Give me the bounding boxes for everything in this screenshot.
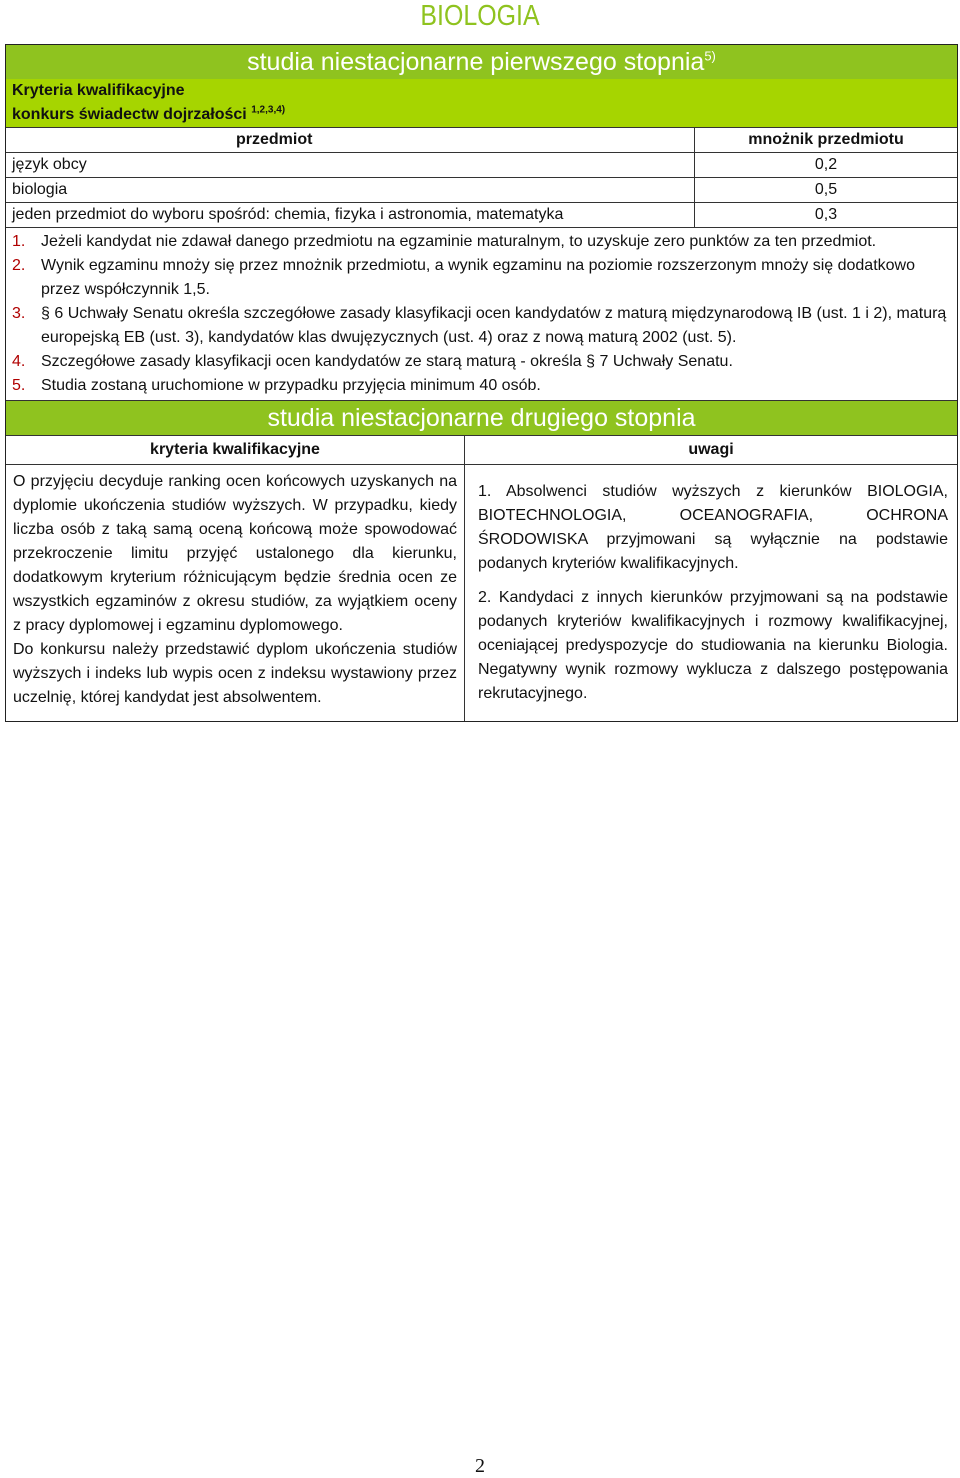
criteria-cell — [6, 465, 465, 722]
page-number: 2 — [475, 1455, 485, 1477]
contest-label — [6, 103, 957, 127]
note-number: 2. — [12, 257, 26, 274]
subject-factor: 0,2 — [695, 153, 958, 178]
remarks-cell — [465, 465, 958, 722]
criteria-column-header: kryteria kwalifikacyjne — [6, 436, 465, 465]
subject-name: jeden przedmiot do wyboru spośród: chemia, fizyka i astronomia, matematyka — [6, 203, 695, 228]
subject-table-header — [6, 128, 957, 153]
note-text: Szczegółowe zasady klasyfikacji ocen kandydatów ze starą maturą - określa § 7 Uchwały Senatu. — [41, 353, 733, 370]
admission-frame — [5, 44, 958, 722]
second-cycle-table — [6, 435, 957, 721]
table-row — [6, 153, 957, 178]
note-number: 3. — [12, 305, 26, 322]
note-text: Studia zostaną uruchomione w przypadku przyjęcia minimum 40 osób. — [41, 377, 541, 394]
remarks-column-header: uwagi — [465, 436, 958, 465]
contest-label-text: konkurs świadectw dojrzałości — [12, 106, 247, 123]
criteria-label: Kryteria kwalifikacyjne — [6, 79, 957, 103]
list-item — [12, 302, 951, 350]
notes-list — [6, 227, 957, 400]
subject-name: biologia — [6, 178, 695, 203]
criteria-paragraph: O przyjęciu decyduje ranking ocen końcowych uzyskanych na dyplomie ukończenia studiów wyższych. W przypadku, kiedy liczba osób z taką samą oceną końcową może spowodować przekroczenie limitu przyjęć ustalonego dla kierunku, dodatkowym kryterium różnicującym będzie średnia ocen ze wszystkich egzaminów z okresu studiów, za wyjątkiem oceny z pracy dyplomowej i egzaminu dyplomowego. — [13, 473, 457, 634]
second-cycle-row — [6, 465, 957, 722]
note-number: 4. — [12, 353, 26, 370]
first-cycle-heading — [6, 45, 957, 79]
contest-footnote: 1,2,3,4) — [251, 104, 286, 116]
subject-factor: 0,3 — [695, 203, 958, 228]
note-text: Wynik egzaminu mnoży się przez mnożnik przedmiotu, a wynik egzaminu na poziomie rozszerzonym mnoży się dodatkowo przez współczynnik 1,5. — [41, 257, 915, 298]
second-cycle-heading: studia niestacjonarne drugiego stopnia — [6, 400, 957, 435]
table-row — [6, 178, 957, 203]
subject-column-header: przedmiot — [6, 128, 695, 153]
note-number: 1. — [12, 233, 26, 250]
criteria-text — [7, 466, 463, 714]
list-item — [12, 254, 951, 302]
subject-table — [6, 127, 957, 227]
second-cycle-header — [6, 436, 957, 465]
note-text: § 6 Uchwały Senatu określa szczegółowe zasady klasyfikacji ocen kandydatów z maturą międzynarodową IB (ust. 1 i 2), maturą europejską EB (ust. 3), kandydatów klas dwujęzycznych (ust. 4) oraz z nową maturą 2002 (ust. 5). — [41, 305, 947, 346]
note-number: 5. — [12, 377, 26, 394]
factor-column-header: mnożnik przedmiotu — [695, 128, 958, 153]
first-cycle-heading-text: studia niestacjonarne pierwszego stopnia — [247, 48, 705, 76]
remark-paragraph: 1. Absolwenci studiów wyższych z kierunków BIOLOGIA, BIOTECHNOLOGIA, OCEANOGRAFIA, OCHRONA ŚRODOWISKA przyjmowani są wyłącznie na podstawie podanych kryteriów kwalifikacyjnych. — [478, 483, 948, 572]
criteria-paragraph: Do konkursu należy przedstawić dyplom ukończenia studiów wyższych i indeks lub wypis ocen z indeksu wystawiony przez uczelnię, której kandydat jest absolwentem. — [13, 641, 457, 706]
first-cycle-heading-footnote: 5) — [704, 48, 716, 64]
remarks-text — [466, 466, 956, 720]
page-title: BIOLOGIA — [67, 0, 893, 33]
remark-paragraph: 2. Kandydaci z innych kierunków przyjmowani są na podstawie podanych kryteriów kwalifikacyjnych i rozmowy kwalifikacyjnej, oceniającej predyspozycje do studiowania na kierunku Biologia. Negatywny wynik rozmowy wyklucza z dalszego postępowania rekrutacyjnego. — [478, 589, 948, 702]
subject-factor: 0,5 — [695, 178, 958, 203]
list-item — [12, 374, 951, 398]
list-item — [12, 350, 951, 374]
list-item — [12, 230, 951, 254]
subject-name: język obcy — [6, 153, 695, 178]
table-row — [6, 203, 957, 228]
note-text: Jeżeli kandydat nie zdawał danego przedmiotu na egzaminie maturalnym, to uzyskuje zero punktów za ten przedmiot. — [41, 233, 877, 250]
